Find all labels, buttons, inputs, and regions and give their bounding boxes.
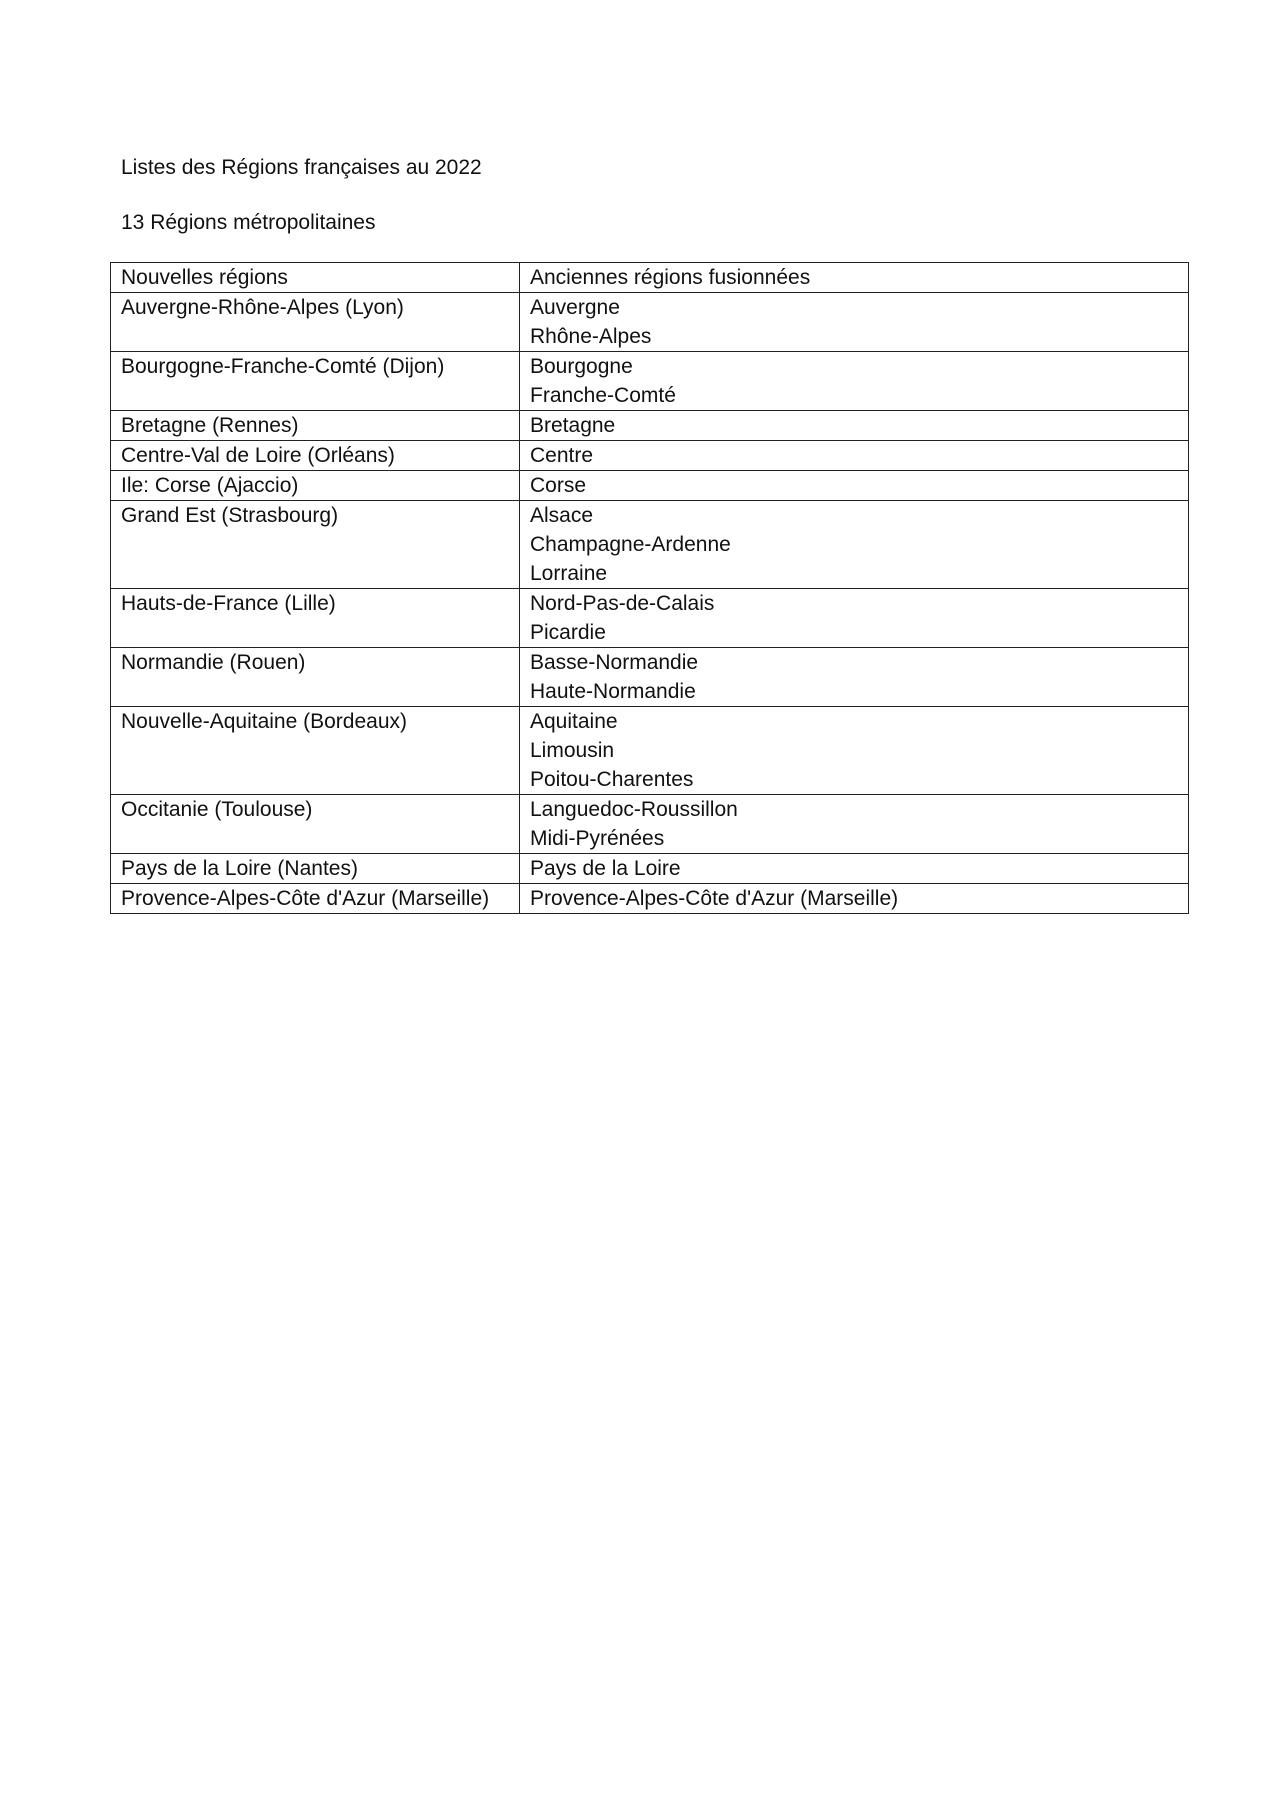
table-row xyxy=(111,352,1189,411)
old-regions-cell xyxy=(520,293,1189,352)
old-region-name: Picardie xyxy=(530,621,606,644)
new-region-cell: Provence-Alpes-Côte d'Azur (Marseille) xyxy=(111,884,520,914)
new-region-cell: Bretagne (Rennes) xyxy=(111,411,520,441)
table-row xyxy=(111,441,1189,471)
new-region-cell: Grand Est (Strasbourg) xyxy=(111,501,520,589)
table-row xyxy=(111,501,1189,589)
old-regions-cell xyxy=(520,854,1189,884)
new-region-cell: Nouvelle-Aquitaine (Bordeaux) xyxy=(111,707,520,795)
old-region-name: Centre xyxy=(530,444,594,467)
new-region-cell: Ile: Corse (Ajaccio) xyxy=(111,471,520,501)
old-regions-cell xyxy=(520,411,1189,441)
old-regions-cell xyxy=(520,352,1189,411)
table-header-row xyxy=(111,263,1189,293)
new-region-cell: Pays de la Loire (Nantes) xyxy=(111,854,520,884)
old-regions-cell xyxy=(520,471,1189,501)
table-row xyxy=(111,795,1189,854)
old-region-name: Alsace xyxy=(530,504,594,527)
table-row xyxy=(111,589,1189,648)
old-region-name: Aquitaine xyxy=(530,710,618,733)
old-region-name: Corse xyxy=(530,474,587,497)
new-region-cell: Centre-Val de Loire (Orléans) xyxy=(111,441,520,471)
old-regions-cell xyxy=(520,795,1189,854)
old-region-name: Pays de la Loire xyxy=(530,857,681,880)
old-region-name: Nord-Pas-de-Calais xyxy=(530,592,715,615)
old-region-name: Rhône-Alpes xyxy=(530,325,652,348)
old-regions-cell xyxy=(520,884,1189,914)
old-regions-cell xyxy=(520,648,1189,707)
old-region-name: Haute-Normandie xyxy=(530,680,696,703)
table-row xyxy=(111,411,1189,441)
new-region-cell: Hauts-de-France (Lille) xyxy=(111,589,520,648)
header-new-regions: Nouvelles régions xyxy=(111,263,520,293)
header-old-regions: Anciennes régions fusionnées xyxy=(520,263,1189,293)
new-region-cell: Auvergne-Rhône-Alpes (Lyon) xyxy=(111,293,520,352)
old-region-name: Bourgogne xyxy=(530,355,633,378)
table-row xyxy=(111,854,1189,884)
old-region-name: Languedoc-Roussillon xyxy=(530,798,738,821)
regions-table-body xyxy=(111,263,1189,914)
document-subtitle: 13 Régions métropolitaines xyxy=(121,211,376,234)
old-region-name: Champagne-Ardenne xyxy=(530,533,731,556)
old-region-name: Bretagne xyxy=(530,414,616,437)
old-regions-cell xyxy=(520,501,1189,589)
old-region-name: Limousin xyxy=(530,739,615,762)
table-row xyxy=(111,471,1189,501)
old-regions-cell xyxy=(520,441,1189,471)
document-title: Listes des Régions françaises au 2022 xyxy=(121,156,482,179)
old-region-name: Poitou-Charentes xyxy=(530,768,694,791)
old-region-name: Auvergne xyxy=(530,296,620,319)
old-region-name: Basse-Normandie xyxy=(530,651,699,674)
old-region-name: Franche-Comté xyxy=(530,384,676,407)
old-region-name: Lorraine xyxy=(530,562,608,585)
new-region-cell: Normandie (Rouen) xyxy=(111,648,520,707)
old-regions-cell xyxy=(520,707,1189,795)
table-row xyxy=(111,707,1189,795)
new-region-cell: Bourgogne-Franche-Comté (Dijon) xyxy=(111,352,520,411)
new-region-cell: Occitanie (Toulouse) xyxy=(111,795,520,854)
table-row xyxy=(111,648,1189,707)
table-row xyxy=(111,293,1189,352)
old-region-name: Provence-Alpes-Côte d'Azur (Marseille) xyxy=(530,887,899,910)
regions-table xyxy=(110,262,1189,914)
old-region-name: Midi-Pyrénées xyxy=(530,827,665,850)
table-row xyxy=(111,884,1189,914)
old-regions-cell xyxy=(520,589,1189,648)
